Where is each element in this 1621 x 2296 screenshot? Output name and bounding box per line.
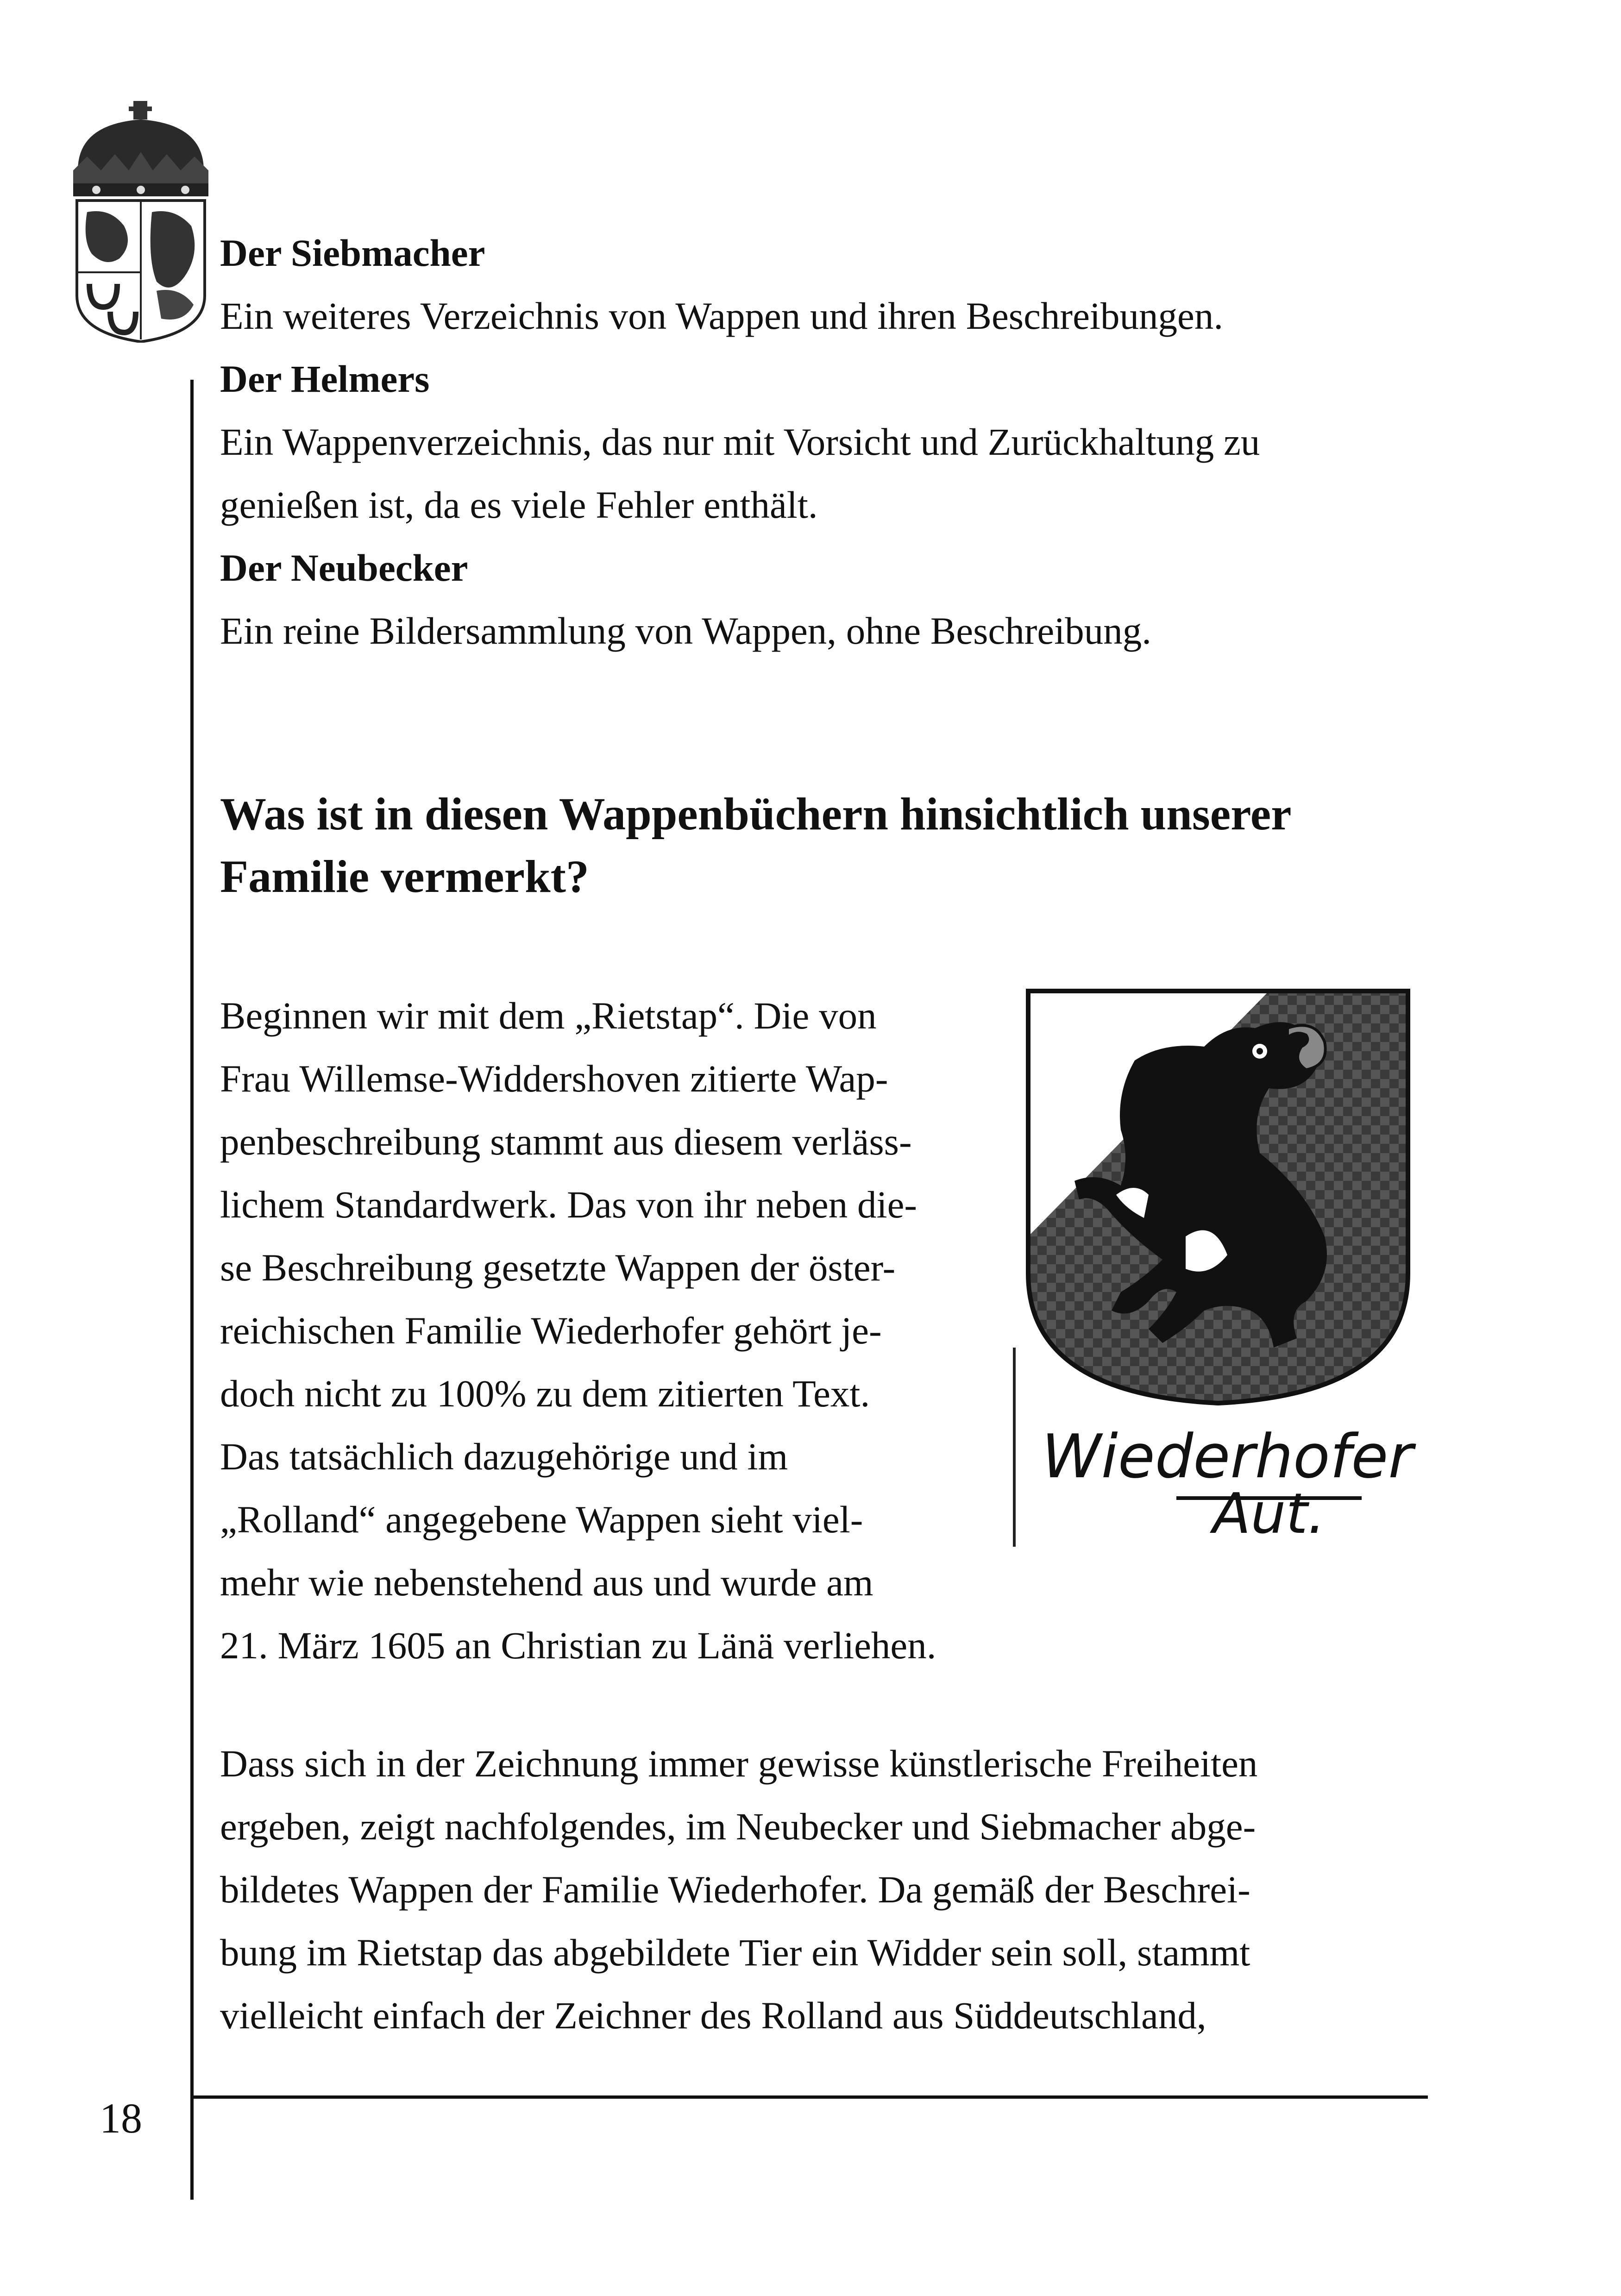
entry-title: Der Helmers [220, 358, 430, 400]
margin-rule-vertical [190, 380, 194, 2200]
paragraph-line: se Beschreibung gesetzte Wappen der öster- [220, 1246, 896, 1289]
paragraph-line: reichischen Familie Wiederhofer gehört je- [220, 1309, 882, 1352]
paragraph-line: Frau Willemse-Widdershoven zitierte Wap- [220, 1057, 888, 1100]
paragraph-line: Beginnen wir mit dem „Rietstap“. Die von [220, 994, 877, 1037]
coat-caption-origin: Aut. [1213, 1482, 1326, 1546]
paragraph-line: vielleicht einfach der Zeichner des Rolland aus Süddeutschland, [220, 1994, 1206, 2037]
footer-rule [190, 2095, 1428, 2099]
entry-title: Der Neubecker [220, 546, 468, 589]
wiederhofer-coat-of-arms [1010, 977, 1426, 1547]
entry-siebmacher [220, 221, 1260, 662]
heading-line: Was ist in diesen Wappenbüchern hinsichtlich unserer [220, 788, 1292, 840]
page-number: 18 [100, 2095, 142, 2142]
entry-title: Der Siebmacher [220, 232, 485, 274]
entry-text: Ein reine Bildersammlung von Wappen, ohne Beschreibung. [220, 609, 1152, 652]
paragraph-line: penbeschreibung stammt aus diesem verläss- [220, 1120, 912, 1163]
paragraph-line: mehr wie nebenstehend aus und wurde am [220, 1561, 873, 1604]
crest-logo-icon [69, 101, 213, 343]
paragraph-rietstap [220, 984, 936, 1677]
paragraph-line: ergeben, zeigt nachfolgendes, im Neubecker und Siebmacher abge- [220, 1805, 1256, 1848]
paragraph-line: bung im Rietstap das abgebildete Tier ein Widder sein soll, stammt [220, 1931, 1250, 1974]
paragraph-line: bildetes Wappen der Familie Wiederhofer. Da gemäß der Beschrei- [220, 1868, 1250, 1911]
section-heading [220, 783, 1291, 908]
paragraph-line: Dass sich in der Zeichnung immer gewisse künstlerische Freiheiten [220, 1742, 1258, 1785]
paragraph-line: 21. März 1605 an Christian zu Länä verliehen. [220, 1624, 936, 1667]
paragraph-line: „Rolland“ angegebene Wappen sieht viel- [220, 1498, 863, 1541]
paragraph-line: lichem Standardwerk. Das von ihr neben die- [220, 1183, 917, 1226]
paragraph-line: Das tatsächlich dazugehörige und im [220, 1435, 788, 1478]
heading-line: Familie vermerkt? [220, 851, 589, 902]
paragraph-line: doch nicht zu 100% zu dem zitierten Text. [220, 1372, 870, 1415]
entry-text: Ein Wappenverzeichnis, das nur mit Vorsicht und Zurückhaltung zu [220, 420, 1260, 463]
paragraph-freiheiten [220, 1732, 1257, 2047]
coat-caption-name: Wiederhofer [1042, 1421, 1413, 1492]
entry-text: Ein weiteres Verzeichnis von Wappen und ihren Beschreibungen. [220, 295, 1224, 337]
entry-text: genießen ist, da es viele Fehler enthält. [220, 483, 818, 526]
